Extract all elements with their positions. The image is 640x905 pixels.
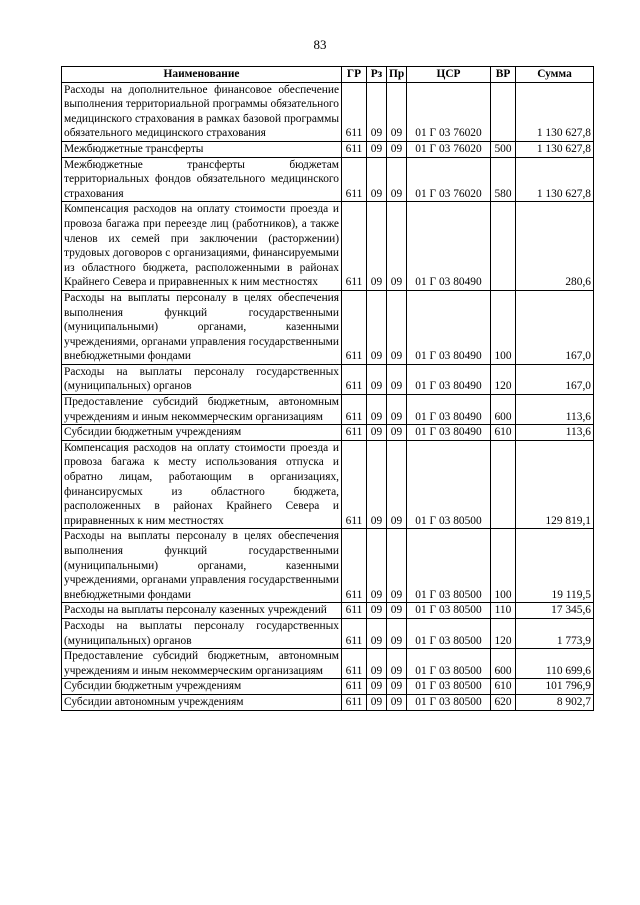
row-rz: 09 xyxy=(367,618,387,648)
row-sum: 8 902,7 xyxy=(516,694,594,710)
header-name: Наименование xyxy=(62,67,342,83)
row-sum: 1 130 627,8 xyxy=(516,82,594,141)
row-rz: 09 xyxy=(367,202,387,291)
row-pr: 09 xyxy=(387,202,407,291)
row-rz: 09 xyxy=(367,603,387,619)
table-row xyxy=(62,157,594,202)
row-rz: 09 xyxy=(367,290,387,364)
row-gr: 611 xyxy=(342,202,367,291)
row-pr: 09 xyxy=(387,395,407,425)
row-vr xyxy=(491,440,516,529)
row-pr: 09 xyxy=(387,440,407,529)
row-csr: 01 Г 03 80490 xyxy=(407,395,491,425)
row-csr: 01 Г 03 80500 xyxy=(407,618,491,648)
row-sum: 19 119,5 xyxy=(516,529,594,603)
table-row xyxy=(62,618,594,648)
table-row xyxy=(62,290,594,364)
row-csr: 01 Г 03 76020 xyxy=(407,82,491,141)
row-sum: 17 345,6 xyxy=(516,603,594,619)
row-pr: 09 xyxy=(387,603,407,619)
row-pr: 09 xyxy=(387,618,407,648)
row-gr: 611 xyxy=(342,82,367,141)
row-rz: 09 xyxy=(367,649,387,679)
table-row xyxy=(62,425,594,441)
row-rz: 09 xyxy=(367,425,387,441)
row-name: Расходы на дополнительное финансовое обеспечение выполнения территориальной программы обязательного медицинского страхования в рамках базовой программы обязательного медицинского страхования xyxy=(62,82,342,141)
row-vr: 610 xyxy=(491,425,516,441)
row-csr: 01 Г 03 80500 xyxy=(407,440,491,529)
header-gr: ГР xyxy=(342,67,367,83)
row-gr: 611 xyxy=(342,679,367,695)
row-rz: 09 xyxy=(367,395,387,425)
table-row xyxy=(62,529,594,603)
row-gr: 611 xyxy=(342,141,367,157)
budget-table xyxy=(61,66,594,711)
row-sum: 113,6 xyxy=(516,425,594,441)
row-sum: 101 796,9 xyxy=(516,679,594,695)
row-vr: 100 xyxy=(491,529,516,603)
row-rz: 09 xyxy=(367,529,387,603)
row-rz: 09 xyxy=(367,679,387,695)
row-rz: 09 xyxy=(367,364,387,394)
row-csr: 01 Г 03 80490 xyxy=(407,425,491,441)
table-row xyxy=(62,440,594,529)
row-name: Расходы на выплаты персоналу казенных учреждений xyxy=(62,603,342,619)
row-rz: 09 xyxy=(367,440,387,529)
row-rz: 09 xyxy=(367,157,387,202)
row-gr: 611 xyxy=(342,618,367,648)
table-header-row xyxy=(62,67,594,83)
row-gr: 611 xyxy=(342,157,367,202)
row-vr: 600 xyxy=(491,649,516,679)
row-pr: 09 xyxy=(387,82,407,141)
table-row xyxy=(62,694,594,710)
row-vr: 620 xyxy=(491,694,516,710)
row-vr: 100 xyxy=(491,290,516,364)
row-name: Субсидии бюджетным учреждениям xyxy=(62,425,342,441)
row-csr: 01 Г 03 80490 xyxy=(407,364,491,394)
row-pr: 09 xyxy=(387,529,407,603)
table-row xyxy=(62,679,594,695)
row-csr: 01 Г 03 80500 xyxy=(407,603,491,619)
row-csr: 01 Г 03 80500 xyxy=(407,649,491,679)
header-pr: Пр xyxy=(387,67,407,83)
table-row xyxy=(62,364,594,394)
row-vr: 110 xyxy=(491,603,516,619)
row-vr: 600 xyxy=(491,395,516,425)
row-name: Субсидии бюджетным учреждениям xyxy=(62,679,342,695)
row-rz: 09 xyxy=(367,694,387,710)
row-sum: 280,6 xyxy=(516,202,594,291)
row-vr: 120 xyxy=(491,364,516,394)
row-csr: 01 Г 03 80500 xyxy=(407,529,491,603)
row-gr: 611 xyxy=(342,395,367,425)
row-vr: 580 xyxy=(491,157,516,202)
table-row xyxy=(62,395,594,425)
row-sum: 1 773,9 xyxy=(516,618,594,648)
row-sum: 167,0 xyxy=(516,290,594,364)
table-row xyxy=(62,649,594,679)
row-gr: 611 xyxy=(342,364,367,394)
row-vr xyxy=(491,82,516,141)
row-name: Расходы на выплаты персоналу в целях обеспечения выполнения функций государственными (муниципальными) органами, казенными учреждениями, органами управления государственными внебюджетными фондами xyxy=(62,290,342,364)
table-row xyxy=(62,141,594,157)
row-csr: 01 Г 03 80500 xyxy=(407,679,491,695)
row-pr: 09 xyxy=(387,157,407,202)
row-name: Межбюджетные трансферты бюджетам территориальных фондов обязательного медицинского страхования xyxy=(62,157,342,202)
row-csr: 01 Г 03 80500 xyxy=(407,694,491,710)
row-gr: 611 xyxy=(342,290,367,364)
row-vr: 610 xyxy=(491,679,516,695)
row-pr: 09 xyxy=(387,141,407,157)
row-sum: 1 130 627,8 xyxy=(516,157,594,202)
header-csr: ЦСР xyxy=(407,67,491,83)
row-vr xyxy=(491,202,516,291)
header-sum: Сумма xyxy=(516,67,594,83)
row-csr: 01 Г 03 80490 xyxy=(407,290,491,364)
header-rz: Рз xyxy=(367,67,387,83)
row-gr: 611 xyxy=(342,425,367,441)
row-gr: 611 xyxy=(342,529,367,603)
row-name: Расходы на выплаты персоналу государственных (муниципальных) органов xyxy=(62,364,342,394)
row-csr: 01 Г 03 80490 xyxy=(407,202,491,291)
row-name: Субсидии автономным учреждениям xyxy=(62,694,342,710)
row-pr: 09 xyxy=(387,694,407,710)
row-pr: 09 xyxy=(387,425,407,441)
row-gr: 611 xyxy=(342,440,367,529)
row-sum: 1 130 627,8 xyxy=(516,141,594,157)
row-rz: 09 xyxy=(367,82,387,141)
row-sum: 129 819,1 xyxy=(516,440,594,529)
row-gr: 611 xyxy=(342,603,367,619)
table-row xyxy=(62,82,594,141)
row-gr: 611 xyxy=(342,694,367,710)
row-name: Расходы на выплаты персоналу государственных (муниципальных) органов xyxy=(62,618,342,648)
row-pr: 09 xyxy=(387,364,407,394)
row-pr: 09 xyxy=(387,290,407,364)
row-name: Компенсация расходов на оплату стоимости проезда и провоза багажа при переезде лиц (работников), а также членов их семей при заключении (расторжении) трудовых договоров с организациями, финансируемыми из областного бюджета, расположенными в районах Крайнего Севера и приравненных к ним местностях xyxy=(62,202,342,291)
row-csr: 01 Г 03 76020 xyxy=(407,157,491,202)
row-pr: 09 xyxy=(387,649,407,679)
table-row xyxy=(62,202,594,291)
row-gr: 611 xyxy=(342,649,367,679)
row-vr: 500 xyxy=(491,141,516,157)
header-vr: ВР xyxy=(491,67,516,83)
table-row xyxy=(62,603,594,619)
row-name: Расходы на выплаты персоналу в целях обеспечения выполнения функций государственными (муниципальными) органами, казенными учреждениями, органами управления государственными внебюджетными фондами xyxy=(62,529,342,603)
row-name: Межбюджетные трансферты xyxy=(62,141,342,157)
row-csr: 01 Г 03 76020 xyxy=(407,141,491,157)
row-name: Предоставление субсидий бюджетным, автономным учреждениям и иным некоммерческим организациям xyxy=(62,395,342,425)
row-pr: 09 xyxy=(387,679,407,695)
row-sum: 113,6 xyxy=(516,395,594,425)
row-sum: 167,0 xyxy=(516,364,594,394)
row-vr: 120 xyxy=(491,618,516,648)
row-rz: 09 xyxy=(367,141,387,157)
page-number: 83 xyxy=(313,37,327,52)
row-name: Компенсация расходов на оплату стоимости проезда и провоза багажа к месту использования отпуска и обратно лицам, работающим в организациях, финансирусмых из областного бюджета, расположенных в районах Крайнего Севера и приравненных к ним местностях xyxy=(62,440,342,529)
row-sum: 110 699,6 xyxy=(516,649,594,679)
row-name: Предоставление субсидий бюджетным, автономным учреждениям и иным некоммерческим организациям xyxy=(62,649,342,679)
